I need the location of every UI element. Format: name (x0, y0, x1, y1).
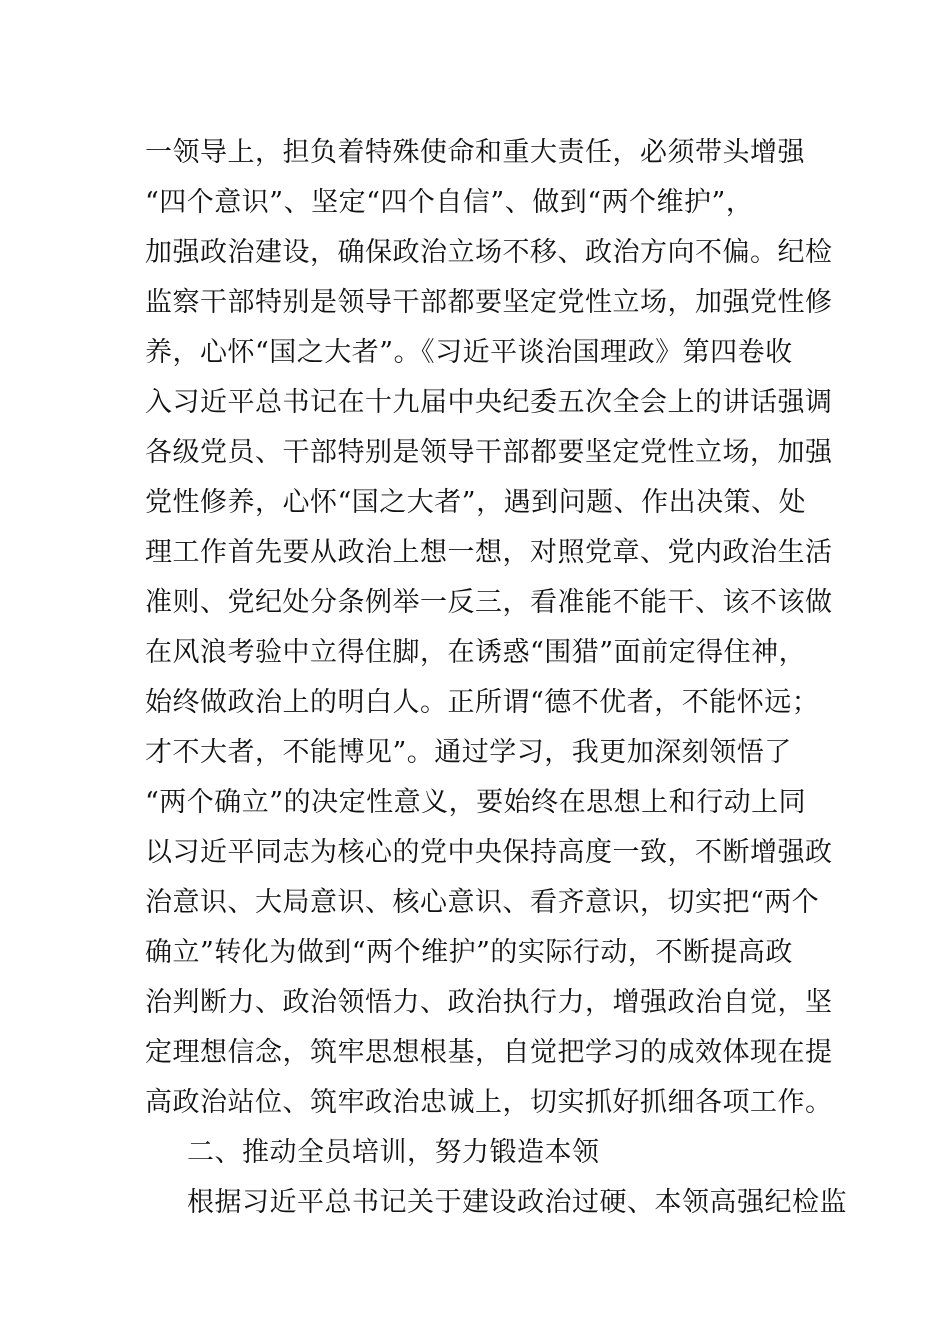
body-text-line: 养，心怀“国之大者”。《习近平谈治国理政》第四卷收 (145, 337, 793, 368)
body-text-line: 高政治站位、筑牢政治忠诚上，切实抓好抓细各项工作。 (145, 1087, 833, 1118)
body-text-line: 一领导上，担负着特殊使命和重大责任，必须带头增强 (145, 137, 805, 168)
body-text-line: “两个确立”的决定性意义，要始终在思想上和行动上同 (145, 787, 807, 818)
body-text-line: 党性修养，心怀“国之大者”，遇到问题、作出决策、处 (145, 487, 807, 518)
body-text-line: 在风浪考验中立得住脚，在诱惑“围猎”面前定得住神， (145, 637, 807, 668)
body-text-line: 准则、党纪处分条例举一反三，看准能不能干、该不该做 (145, 587, 833, 618)
body-text-line: 才不大者，不能博见”。通过学习，我更加深刻领悟了 (145, 737, 792, 768)
section-heading: 二、推动全员培训，努力锻造本领 (187, 1137, 600, 1168)
body-text-line: 确立”转化为做到“两个维护”的实际行动，不断提高政 (145, 937, 793, 968)
body-text-line: 定理想信念，筑牢思想根基，自觉把学习的成效体现在提 (145, 1037, 833, 1068)
body-text-line: 治意识、大局意识、核心意识、看齐意识，切实把“两个 (145, 887, 820, 918)
body-text-line: 监察干部特别是领导干部都要坚定党性立场，加强党性修 (145, 287, 833, 318)
body-text-line: 治判断力、政治领悟力、政治执行力，增强政治自觉，坚 (145, 987, 833, 1018)
paragraph-first-line: 根据习近平总书记关于建设政治过硬、本领高强纪检监 (187, 1187, 847, 1218)
body-text-line: 理工作首先要从政治上想一想，对照党章、党内政治生活 (145, 537, 833, 568)
body-text-line: 入习近平总书记在十九届中央纪委五次全会上的讲话强调 (145, 387, 833, 418)
body-text-line: 各级党员、干部特别是领导干部都要坚定党性立场，加强 (145, 437, 833, 468)
body-text-line: “四个意识”、坚定“四个自信”、做到“两个维护”， (145, 187, 754, 218)
body-text-line: 加强政治建设，确保政治立场不移、政治方向不偏。纪检 (145, 237, 833, 268)
body-text-line: 始终做政治上的明白人。正所谓“德不优者，不能怀远； (145, 687, 820, 718)
body-text-line: 以习近平同志为核心的党中央保持高度一致，不断增强政 (145, 837, 833, 868)
